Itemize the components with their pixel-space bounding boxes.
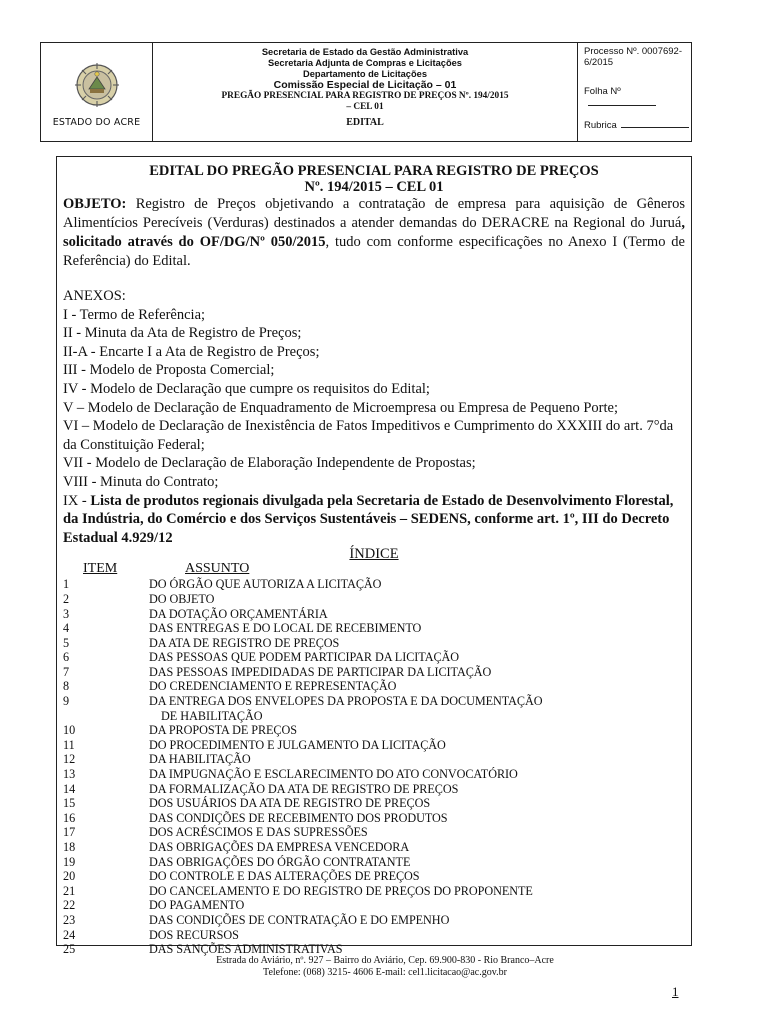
index-row [57,913,691,928]
objeto-bold: , solicitado através do OF/DG/Nº 050/2015 [63,215,685,250]
document-header [40,42,692,142]
page-footer [0,955,770,979]
cel-line: – CEL 01 [346,102,384,112]
anexo-item: VII - Modelo de Declaração de Elaboração Independente de Propostas; [63,455,476,472]
anexo-item: VI – Modelo de Declaração de Inexistência de Fatos Impeditivos e Cumprimento do XXXIII do art. 7°da [63,418,674,435]
index-item-number: 17 [63,825,76,840]
objeto-end: , tudo com conforme especificações no Anexo I (Termo de Referência) do Edital. [63,234,685,269]
index-item-subject: DO PAGAMENTO [149,898,245,913]
index-item-subject: DA HABILITAÇÃO [149,752,251,767]
acre-coat-of-arms-icon [72,59,122,111]
index-item-number: 14 [63,781,76,796]
index-item-number: 5 [63,635,70,650]
index-item-subject: DA FORMALIZAÇÃO DA ATA DE REGISTRO DE PREÇOS [149,781,459,796]
folha-field [584,86,691,109]
rubrica-label: Rubrica [584,120,617,131]
index-row [57,650,691,665]
index-row [57,709,691,724]
anexos-label: ANEXOS: [63,288,126,304]
state-label: ESTADO DO ACRE [52,117,141,128]
index-item-subject: DAS CONDIÇÕES DE CONTRATAÇÃO E DO EMPENHO [149,912,450,927]
anexo-item: I - Termo de Referência; [63,306,206,323]
index-item-subject: DO CREDENCIAMENTO E REPRESENTAÇÃO [149,679,397,694]
index-item-number: 6 [63,650,70,665]
index-row [57,811,691,826]
edital-body [56,156,692,957]
anexo-item: III - Modelo de Proposta Comercial; [63,362,275,379]
index-item-number: 2 [63,591,70,606]
index-item-subject: DOS USUÁRIOS DA ATA DE REGISTRO DE PREÇOS [149,796,431,811]
index-item-subject: DA ENTREGA DOS ENVELOPES DA PROPOSTA E DA DOCUMENTAÇÃO [149,694,543,709]
index-item-number: 8 [63,679,70,694]
index-row [57,577,691,592]
anexo-item: da Constituição Federal; [63,436,205,453]
index-item-subject: DA DOTAÇÃO ORÇAMENTÁRIA [149,606,328,621]
index-row [57,607,691,622]
index-item-subject: DA ATA DE REGISTRO DE PREÇOS [149,635,340,650]
index-list [57,577,691,956]
header-line: Secretaria de Estado da Gestão Administrativa [261,47,469,57]
index-row [57,840,691,855]
index-row [57,869,691,884]
index-item-number: 22 [63,898,76,913]
anexo-ix-text: Lista de produtos regionais divulgada pela Secretaria de Estado de Desenvolvimento Florestal, da Indústria, do Comércio e dos Serviços Sustentáveis – SEDENS, conforme art. 1º, III do Decreto Estadual 4.929/12 [63,492,674,546]
edital-label: EDITAL [346,117,384,128]
index-item-subject: DO CONTROLE E DAS ALTERAÇÕES DE PREÇOS [149,869,420,884]
index-item-subject: DA PROPOSTA DE PREÇOS [149,723,297,738]
anexo-item: II-A - Encarte I a Ata de Registro de Preços; [63,343,320,360]
index-row [57,679,691,694]
index-item-subject: DOS RECURSOS [149,927,239,942]
commission-line: Comissão Especial de Licitação – 01 [273,79,457,91]
index-item-number: 13 [63,767,76,782]
anexo-item: IV - Modelo de Declaração que cumpre os requisitos do Edital; [63,380,430,397]
index-row [57,898,691,913]
index-item-subject: DA IMPUGNAÇÃO E ESCLARECIMENTO DO ATO CONVOCATÓRIO [149,767,518,782]
folha-blank [588,97,656,106]
objeto-label: OBJETO: [63,196,127,212]
header-line: Departamento de Licitações [303,69,427,79]
index-item-subject: DAS OBRIGAÇÕES DO ÓRGÃO CONTRATANTE [149,854,411,869]
index-item-subject: DO CANCELAMENTO E DO REGISTRO DE PREÇOS DO PROPONENTE [149,883,533,898]
footer-contact: Telefone: (068) 3215- 4606 E-mail: cel1.licitacao@ac.gov.br [263,967,507,978]
anexos-section [57,287,691,547]
index-item-number: 20 [63,869,76,884]
index-item-number: 21 [63,883,76,898]
anexo-item: VIII - Minuta do Contrato; [63,473,219,490]
index-row [57,665,691,680]
index-item-number: 15 [63,796,76,811]
title-line: Nº. 194/2015 – CEL 01 [304,179,444,195]
index-item-number: 3 [63,606,70,621]
header-center-cell [153,43,578,141]
anexo-item-ix [57,492,691,548]
rubrica-field [584,119,689,131]
page-number: 1 [672,984,679,999]
index-item-number: 16 [63,810,76,825]
index-item-subject: DAS OBRIGAÇÕES DA EMPRESA VENCEDORA [149,840,410,854]
index-row [57,825,691,840]
edital-title [57,163,691,195]
index-row [57,884,691,899]
index-item-subject: DAS PESSOAS QUE PODEM PARTICIPAR DA LICITAÇÃO [149,650,460,665]
index-row [57,796,691,811]
index-row [57,621,691,636]
anexo-item: V – Modelo de Declaração de Enquadramento de Microempresa ou Empresa de Pequeno Porte; [63,399,618,416]
col-item-header: ITEM [83,561,118,577]
header-line: Secretaria Adjunta de Compras e Licitações [268,58,462,68]
header-logo-cell [41,43,153,141]
index-row [57,738,691,753]
index-row [57,767,691,782]
col-assunto-header: ASSUNTO [185,561,250,577]
title-line: EDITAL DO PREGÃO PRESENCIAL PARA REGISTRO DE PREÇOS [149,163,599,179]
index-row [57,855,691,870]
index-item-number: 18 [63,840,76,854]
index-header-row [57,563,691,577]
index-row [57,694,691,709]
index-item-number: 23 [63,912,76,927]
index-item-number: 7 [63,664,70,679]
index-item-subject: DE HABILITAÇÃO [161,708,263,723]
index-item-subject: DAS SANÇÕES ADMINISTRATIVAS [149,942,343,957]
index-row [57,723,691,738]
index-item-number: 11 [63,737,75,752]
index-item-number: 4 [63,621,70,636]
index-row [57,782,691,797]
index-item-subject: DOS ACRÉSCIMOS E DAS SUPRESSÕES [149,825,368,840]
index-item-number: 12 [63,752,76,767]
objeto-paragraph [57,195,691,271]
index-row [57,752,691,767]
rubrica-blank [621,119,689,128]
processo-number: Processo Nº. 0007692-6/2015 [584,46,682,68]
index-item-number: 9 [63,694,70,709]
index-item-subject: DO PROCEDIMENTO E JULGAMENTO DA LICITAÇÃO [149,737,446,752]
index-item-subject: DO ÓRGÃO QUE AUTORIZA A LICITAÇÃO [149,577,382,592]
index-item-number: 25 [63,942,76,957]
index-row [57,636,691,651]
footer-address: Estrada do Aviário, nº. 927 – Bairro do Aviário, Cep. 69.900-830 - Rio Branco–Acre [216,955,554,966]
index-row [57,928,691,943]
index-item-number: 24 [63,927,76,942]
index-item-subject: DAS PESSOAS IMPEDIDADAS DE PARTICIPAR DA LICITAÇÃO [149,664,492,679]
index-item-subject: DO OBJETO [149,591,215,606]
index-item-number: 1 [63,577,70,592]
index-row [57,592,691,607]
index-item-number: 10 [63,723,76,738]
objeto-text: Registro de Preços objetivando a contratação de empresa para aquisição de Gêneros Alimentícios Perecíveis (Verduras) destinados a atender demandas do DERACRE na Regional do Juruá [63,196,685,231]
indice-heading: ÍNDICE [349,546,399,563]
index-item-number: 19 [63,854,76,869]
index-item-subject: DAS CONDIÇÕES DE RECEBIMENTO DOS PRODUTOS [149,810,448,825]
header-process-cell [578,43,691,141]
anexo-item: II - Minuta da Ata de Registro de Preços; [63,325,302,342]
anexo-ix-prefix: IX - [63,492,91,509]
folha-label: Folha Nº [584,86,621,97]
pregao-line: PREGÃO PRESENCIAL PARA REGISTRO DE PREÇOS Nº. 194/2015 [221,91,509,101]
index-item-subject: DAS ENTREGAS E DO LOCAL DE RECEBIMENTO [149,621,422,636]
